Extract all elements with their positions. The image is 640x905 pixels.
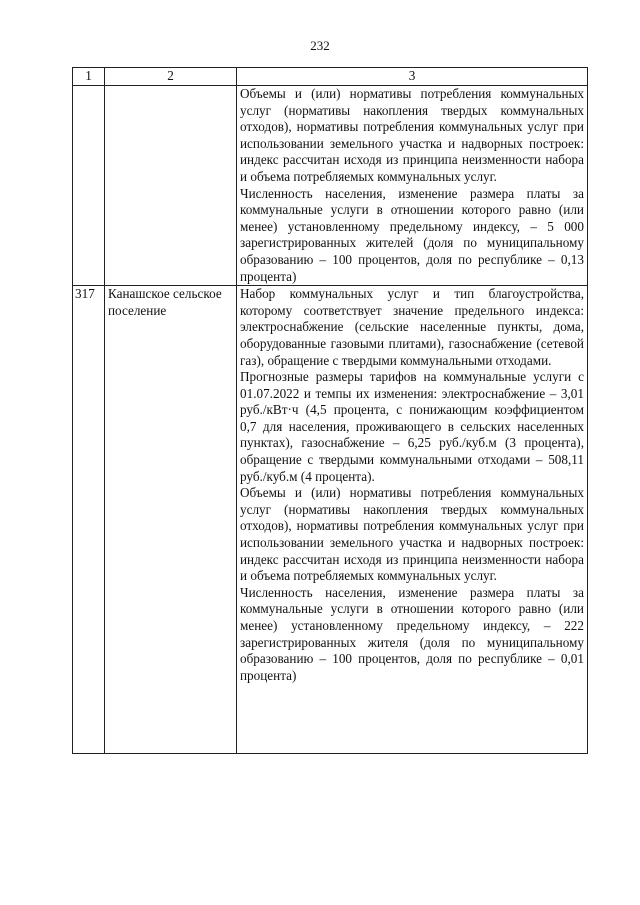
column-header-1: 1: [73, 68, 105, 86]
row-number: [73, 86, 105, 286]
paragraph: Объемы и (или) нормативы потребления коммунальных услуг (нормативы накопления твердых коммунальных отходов), нормативы потребления коммунальных услуг при использовании земельного участка и надворных построек: индекс рассчитан исходя из принципа неизменности набора и объема потребляемых коммунальных услуг.: [240, 485, 584, 584]
column-header-2: 2: [105, 68, 237, 86]
paragraph: Набор коммунальных услуг и тип благоустройства, которому соответствует значение предельного индекса: электроснабжение (сельские населенные пункты, дома, оборудованные газовыми плитами), газоснабжение (сетевой газ), обращение с твердыми коммунальными отходами.: [240, 286, 584, 368]
document-table: [72, 67, 588, 754]
row-content: [237, 286, 588, 754]
table-row: [73, 86, 588, 286]
page-number: 232: [310, 38, 330, 53]
table-header-row: [73, 68, 588, 86]
paragraph: Прогнозные размеры тарифов на коммунальные услуги с 01.07.2022 и темпы их изменения: электроснабжение – 3,01 руб./кВт·ч (4,5 процента, с понижающим коэффициентом 0,7 для населения, проживающего в сельских населенных пунктах), газоснабжение – 6,25 руб./куб.м (3 процента), обращение с твердыми коммунальными отходами – 508,11 руб./куб.м (4 процента).: [240, 369, 584, 484]
column-header-3: 3: [237, 68, 588, 86]
settlement-name: [105, 86, 237, 286]
paragraph: Численность населения, изменение размера платы за коммунальные услуги в отношении которого равно (или менее) установленному предельному индексу, – 222 зарегистрированных жителя (доля по муниципальному образованию – 100 процентов, доля по республике – 0,01 процента): [240, 584, 584, 683]
row-number: 317: [73, 286, 105, 754]
settlement-name: Канашское сельское поселение: [105, 286, 237, 754]
table-row: [73, 286, 588, 754]
paragraph: Объемы и (или) нормативы потребления коммунальных услуг (нормативы накопления твердых коммунальных отходов), нормативы потребления коммунальных услуг при использовании земельного участка и надворных построек: индекс рассчитан исходя из принципа неизменности набора и объема потребляемых коммунальных услуг.: [240, 86, 584, 184]
row-content: [237, 86, 588, 286]
paragraph: Численность населения, изменение размера платы за коммунальные услуги в отношении которого равно (или менее) установленному предельному индексу, – 5 000 зарегистрированных жителей (доля по муниципальному образованию – 100 процентов, доля по республике – 0,13 процента): [240, 185, 584, 284]
